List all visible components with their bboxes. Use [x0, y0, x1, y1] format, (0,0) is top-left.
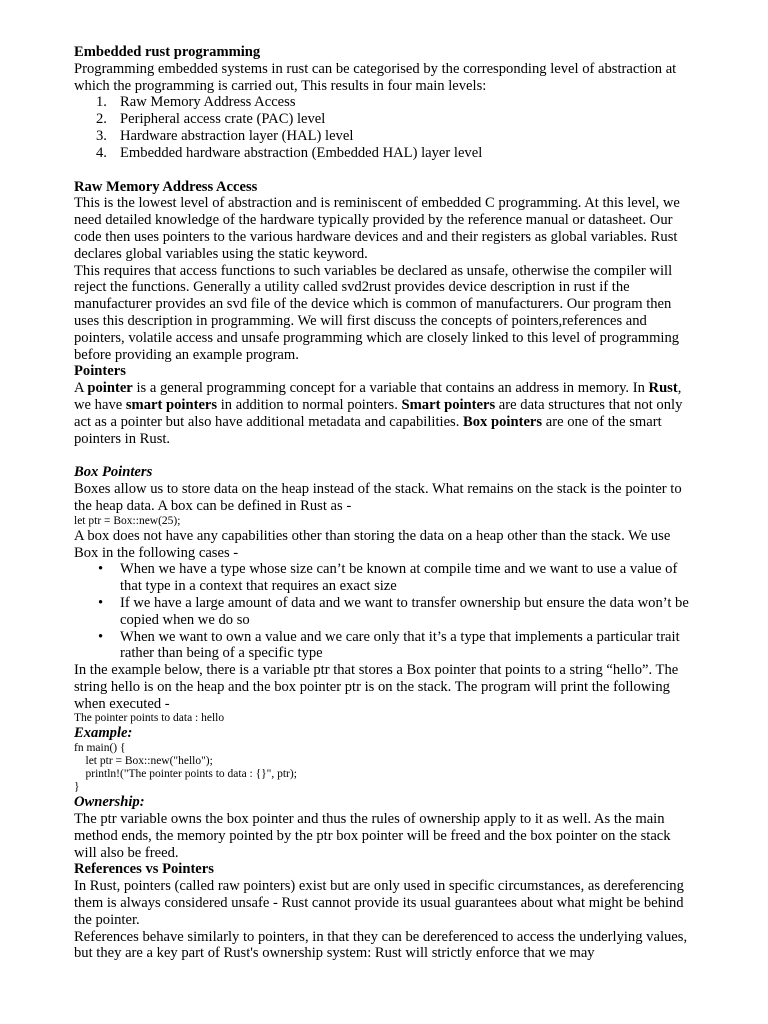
refs-paragraph-2: References behave similarly to pointers, in that they can be dereferenced to access the underlying values, but they are a key part of Rust's ownership system: Rust will strictly enforce that we may: [74, 928, 688, 962]
refs-paragraph-1: In Rust, pointers (called raw pointers) exist but are only used in specific circumstances, as dereferencing them is always considered unsafe - Rust cannot provide its usual guarantees about what might be behind the pointer.: [74, 878, 684, 928]
box-paragraph-3: In the example below, there is a variable ptr that stores a Box pointer that points to a string “hello”. The string hello is on the heap and the box pointer ptr is on the stack. The program will print the following when executed -: [74, 662, 679, 712]
heading-ownership: Ownership:: [74, 794, 145, 811]
box-code-line: let ptr = Box::new(25);: [74, 514, 181, 527]
heading-example: Example:: [74, 725, 133, 742]
levels-list: [74, 94, 696, 161]
box-paragraph-2: A box does not have any capabilities other than storing the data on a heap other than the stack. We use Box in the following cases -: [74, 527, 671, 561]
heading-raw-memory: Raw Memory Address Access: [74, 178, 258, 195]
list-item: • When we have a type whose size can’t be known at compile time and we want to use a value of that type in a context that requires an exact size: [98, 561, 678, 595]
code-line: fn main() {: [74, 742, 126, 755]
raw-paragraph-1: This is the lowest level of abstraction and is reminiscent of embedded C programming. At this level, we need detailed knowledge of the hardware typically provided by the reference manual or datasheet. Our code then uses pointers to the various hardware devices and and their registers as global variables. Rust declares global variables using the static keyword.: [74, 195, 680, 262]
list-item: 4. Embedded hardware abstraction (Embedded HAL) layer level: [96, 144, 483, 161]
program-output-line: The pointer points to data : hello: [74, 712, 225, 725]
heading-references-vs-pointers: References vs Pointers: [74, 861, 214, 878]
heading-box-pointers: Box Pointers: [74, 464, 153, 481]
heading-embedded-rust: Embedded rust programming: [74, 44, 261, 60]
code-line: println!("The pointer points to data : {}", ptr);: [74, 768, 297, 781]
box-cases-list: [74, 561, 696, 662]
list-item: 2. Peripheral access crate (PAC) level: [96, 111, 326, 128]
code-line: let ptr = Box::new("hello");: [74, 755, 213, 768]
spacer: [74, 447, 696, 464]
ownership-paragraph: The ptr variable owns the box pointer and thus the rules of ownership apply to it as well. As the main method ends, the memory pointed by the ptr box pointer will be freed and the box pointer on the stack will also be freed.: [74, 811, 671, 861]
heading-pointers: Pointers: [74, 363, 126, 380]
raw-paragraph-2: This requires that access functions to such variables be declared as unsafe, otherwise the compiler will reject the functions. Generally a utility called svd2rust provides device description in rust if the manufacturer provides an svd file of the device which is common of manufacturers. Our program then uses this description in programming. We will first discuss the concepts of pointers,references and pointers, volatile access and unsafe programming which are closely linked to this level of programming before providing an example program.: [74, 262, 680, 363]
box-paragraph-1: Boxes allow us to store data on the heap instead of the stack. What remains on the stack is the pointer to the heap data. A box can be defined in Rust as -: [74, 481, 682, 514]
pointers-paragraph: A pointer is a general programming concept for a variable that contains an address in memory. In Rust, we have smart pointers in addition to normal pointers. Smart pointers are data structures that not only act as a pointer but also have additional metadata and capabilities. Box pointers are one of the smart pointers in Rust.: [74, 380, 683, 447]
example-code-block: [74, 742, 696, 794]
list-item: • If we have a large amount of data and we want to transfer ownership but ensure the data won’t be copied when we do so: [98, 594, 689, 628]
spacer: [74, 162, 696, 179]
list-item: 3. Hardware abstraction layer (HAL) level: [96, 127, 354, 144]
intro-paragraph: Programming embedded systems in rust can be categorised by the corresponding level of abstraction at which the programming is carried out, This results in four main levels:: [74, 60, 677, 94]
code-line: }: [74, 781, 80, 794]
list-item: • When we want to own a value and we care only that it’s a type that implements a particular trait rather than being of a specific type: [98, 628, 680, 662]
document-page: [74, 44, 696, 962]
list-item: 1. Raw Memory Address Access: [96, 94, 296, 111]
